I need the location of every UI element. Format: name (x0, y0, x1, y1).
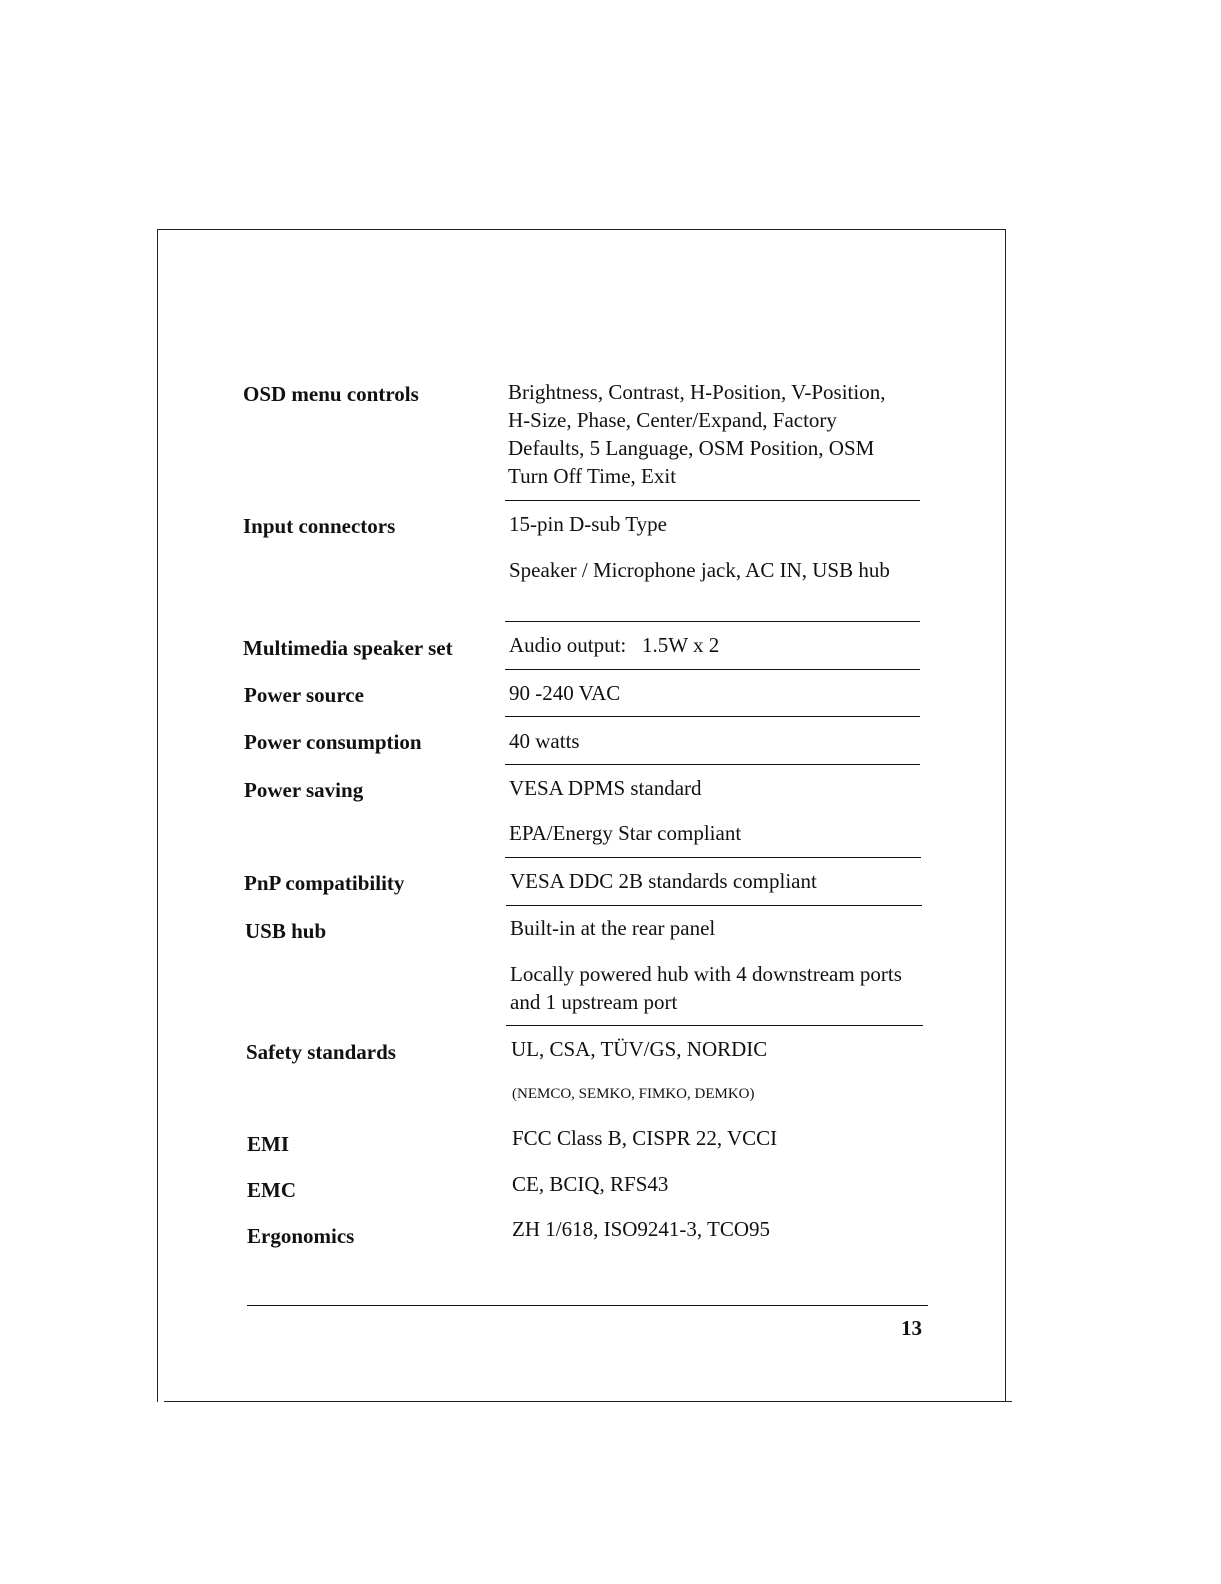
spec-label: Ergonomics (247, 1224, 355, 1248)
row-divider (505, 716, 920, 717)
row-divider (505, 857, 921, 858)
spec-label: PnP compatibility (244, 871, 405, 895)
row-divider (505, 621, 920, 622)
spec-value: 40 watts (509, 729, 580, 753)
spec-label: Safety standards (246, 1040, 396, 1064)
spec-label: Multimedia speaker set (243, 636, 453, 660)
spec-value: FCC Class B, CISPR 22, VCCI (512, 1126, 778, 1150)
spec-label: Power consumption (244, 730, 422, 754)
spec-value: ZH 1/618, ISO9241-3, TCO95 (512, 1217, 771, 1241)
row-divider (505, 669, 920, 670)
spec-value: Locally powered hub with 4 downstream ports and 1 upstream port (510, 962, 902, 1014)
row-divider (506, 905, 922, 906)
spec-label: Power source (244, 683, 364, 707)
spec-label: EMC (247, 1178, 296, 1202)
spec-value: UL, CSA, TÜV/GS, NORDIC (511, 1037, 768, 1061)
page-frame-bottom (164, 1401, 1012, 1402)
spec-value: Brightness, Contrast, H-Position, V-Position, H-Size, Phase, Center/Expand, Factory Defaults, 5 Language, OSM Position, OSM Turn Off Time, Exit (508, 380, 886, 488)
spec-value: 15-pin D-sub Type (509, 512, 667, 536)
row-divider (505, 500, 920, 501)
spec-value: (NEMCO, SEMKO, FIMKO, DEMKO) (512, 1086, 755, 1102)
spec-value: VESA DDC 2B standards compliant (510, 869, 817, 893)
spec-value: Audio output: 1.5W x 2 (509, 633, 720, 657)
spec-label: Power saving (244, 778, 364, 802)
page-number: 13 (901, 1316, 922, 1340)
footer-rule (247, 1305, 928, 1306)
spec-label: EMI (247, 1132, 289, 1156)
spec-value: EPA/Energy Star compliant (509, 821, 742, 845)
spec-label: Input connectors (243, 514, 396, 538)
spec-label: USB hub (245, 919, 327, 943)
spec-value: 90 -240 VAC (509, 681, 621, 705)
spec-value: Speaker / Microphone jack, AC IN, USB hub (509, 558, 890, 582)
row-divider (506, 1025, 923, 1026)
spec-value: CE, BCIQ, RFS43 (512, 1172, 669, 1196)
spec-value: VESA DPMS standard (509, 776, 702, 800)
spec-value: Built-in at the rear panel (510, 916, 716, 940)
row-divider (505, 764, 920, 765)
spec-label: OSD menu controls (243, 382, 419, 406)
